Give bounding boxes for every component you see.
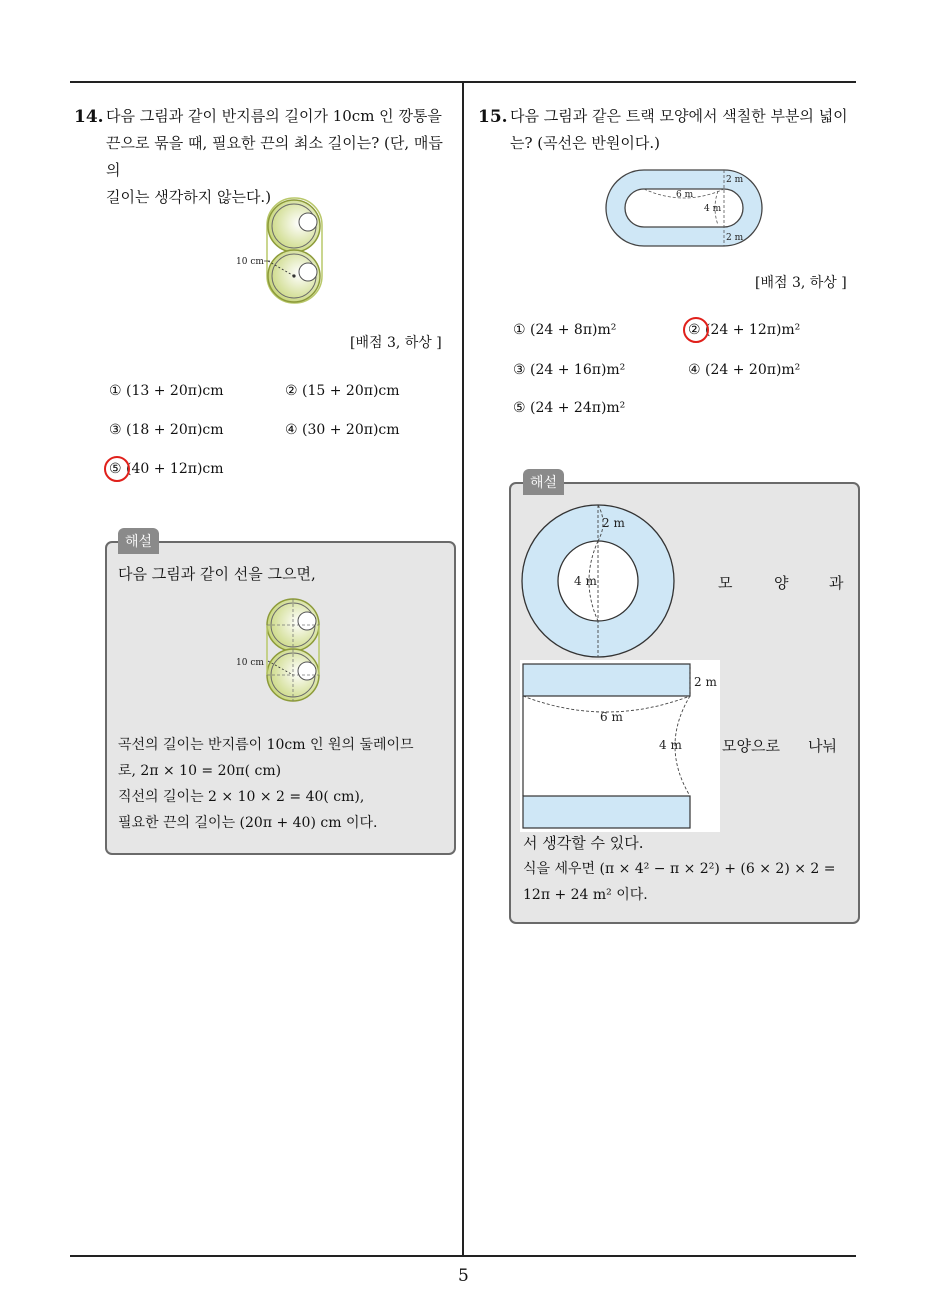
question-14-solution-line: 로, 2π × 10 = 20π( cm) xyxy=(118,763,282,779)
question-14-choice-4[interactable] xyxy=(285,422,400,438)
page-number: 5 xyxy=(458,1266,469,1286)
choice-text: (24 + 12π)m² xyxy=(705,322,801,338)
question-15-line: 는? (곡선은 반원이다.) xyxy=(510,134,660,152)
word-shape-5: 나눠 xyxy=(808,737,837,755)
choice-mark: ③ xyxy=(109,422,122,438)
choice-mark: ① xyxy=(513,322,526,338)
question-15-number: 15. xyxy=(478,107,508,127)
choice-mark: ⑤ xyxy=(109,461,122,477)
column-divider xyxy=(462,81,464,1256)
track-top-label: 2 m xyxy=(726,175,744,185)
question-14-solution-intro: 다음 그림과 같이 선을 그으면, xyxy=(118,565,316,583)
question-15-line: 다음 그림과 같은 트랙 모양에서 색칠한 부분의 넓이 xyxy=(510,107,848,125)
question-15-track-figure xyxy=(600,165,770,250)
word-shape-3: 과 xyxy=(829,574,844,592)
question-14-choice-1[interactable] xyxy=(109,383,224,399)
word-shape-4: 모양으로 xyxy=(722,737,780,755)
choice-text: (15 + 20π)cm xyxy=(302,383,400,399)
answer-circle-mark xyxy=(683,317,709,343)
question-15-solution-line: 식을 세우면 (π × 4² − π × 2²) + (6 × 2) × 2 = xyxy=(523,861,836,877)
word-shape-1: 모 xyxy=(718,574,733,592)
question-15-solution-line: 12π + 24 m² 이다. xyxy=(523,887,648,903)
word-shape-2: 양 xyxy=(774,574,789,592)
question-14-number: 14. xyxy=(74,107,104,127)
choice-mark: ③ xyxy=(513,362,526,378)
choice-mark: ⑤ xyxy=(513,400,526,416)
question-14-solution-radius-label: 10 cm xyxy=(236,658,264,668)
choice-mark: ④ xyxy=(688,362,701,378)
question-14-choice-2[interactable] xyxy=(285,383,400,399)
question-15-choice-1[interactable] xyxy=(513,322,616,338)
question-14-line: 길이는 생각하지 않는다.) xyxy=(106,188,272,206)
question-15-solution-rect-figure xyxy=(520,660,720,832)
choice-text: (24 + 20π)m² xyxy=(705,362,801,378)
track-bottom-label: 2 m xyxy=(726,233,744,243)
rect-width-label: 6 m xyxy=(600,710,623,724)
question-14-line: 끈으로 묶을 때, 필요한 끈의 최소 길이는? (단, 매듭의 xyxy=(106,134,443,179)
choice-text: (18 + 20π)cm xyxy=(126,422,224,438)
question-15-choice-4[interactable] xyxy=(688,362,800,378)
question-14-solution-tag: 해설 xyxy=(118,528,159,554)
question-14-solution-line: 필요한 끈의 길이는 (20π + 40) cm 이다. xyxy=(118,815,378,831)
question-14-figure xyxy=(230,192,330,310)
question-15-text xyxy=(510,103,860,157)
bottom-rule xyxy=(70,1255,856,1257)
ring-inner-label: 4 m xyxy=(574,574,597,588)
choice-text: (24 + 24π)m² xyxy=(530,400,626,416)
choice-text: (13 + 20π)cm xyxy=(126,383,224,399)
rect-height-label: 4 m xyxy=(659,738,682,752)
rect-side-label: 2 m xyxy=(694,675,717,689)
track-width-label: 6 m xyxy=(676,190,694,200)
choice-mark: ② xyxy=(688,322,701,338)
question-15-solution-line: 서 생각할 수 있다. xyxy=(523,834,644,852)
choice-mark: ② xyxy=(285,383,298,399)
choice-mark: ① xyxy=(109,383,122,399)
question-15-solution-tag: 해설 xyxy=(523,469,564,495)
question-14-radius-label: 10 cm xyxy=(236,257,264,267)
question-15-choice-5[interactable] xyxy=(513,400,625,416)
question-15-choice-3[interactable] xyxy=(513,362,625,378)
choice-text: (30 + 20π)cm xyxy=(302,422,400,438)
question-14-choice-3[interactable] xyxy=(109,422,224,438)
choice-mark: ④ xyxy=(285,422,298,438)
choice-text: (24 + 8π)m² xyxy=(530,322,617,338)
question-14-solution-figure xyxy=(232,595,332,710)
track-height-label: 4 m xyxy=(704,204,722,214)
question-14-line: 다음 그림과 같이 반지름의 길이가 10cm 인 깡통을 xyxy=(106,107,442,125)
ring-outer-label: 2 m xyxy=(602,516,625,530)
question-14-solution-line: 직선의 길이는 2 × 10 × 2 = 40( cm), xyxy=(118,789,365,805)
question-14-score: [배점 3, 하상 ] xyxy=(350,335,442,351)
answer-circle-mark xyxy=(104,456,130,482)
question-15-solution-ring-figure xyxy=(520,503,678,661)
question-14-solution-line: 곡선의 길이는 반지름이 10cm 인 원의 둘레이므 xyxy=(118,737,414,753)
choice-text: (40 + 12π)cm xyxy=(126,461,224,477)
question-15-score: [배점 3, 하상 ] xyxy=(755,275,847,291)
choice-text: (24 + 16π)m² xyxy=(530,362,626,378)
